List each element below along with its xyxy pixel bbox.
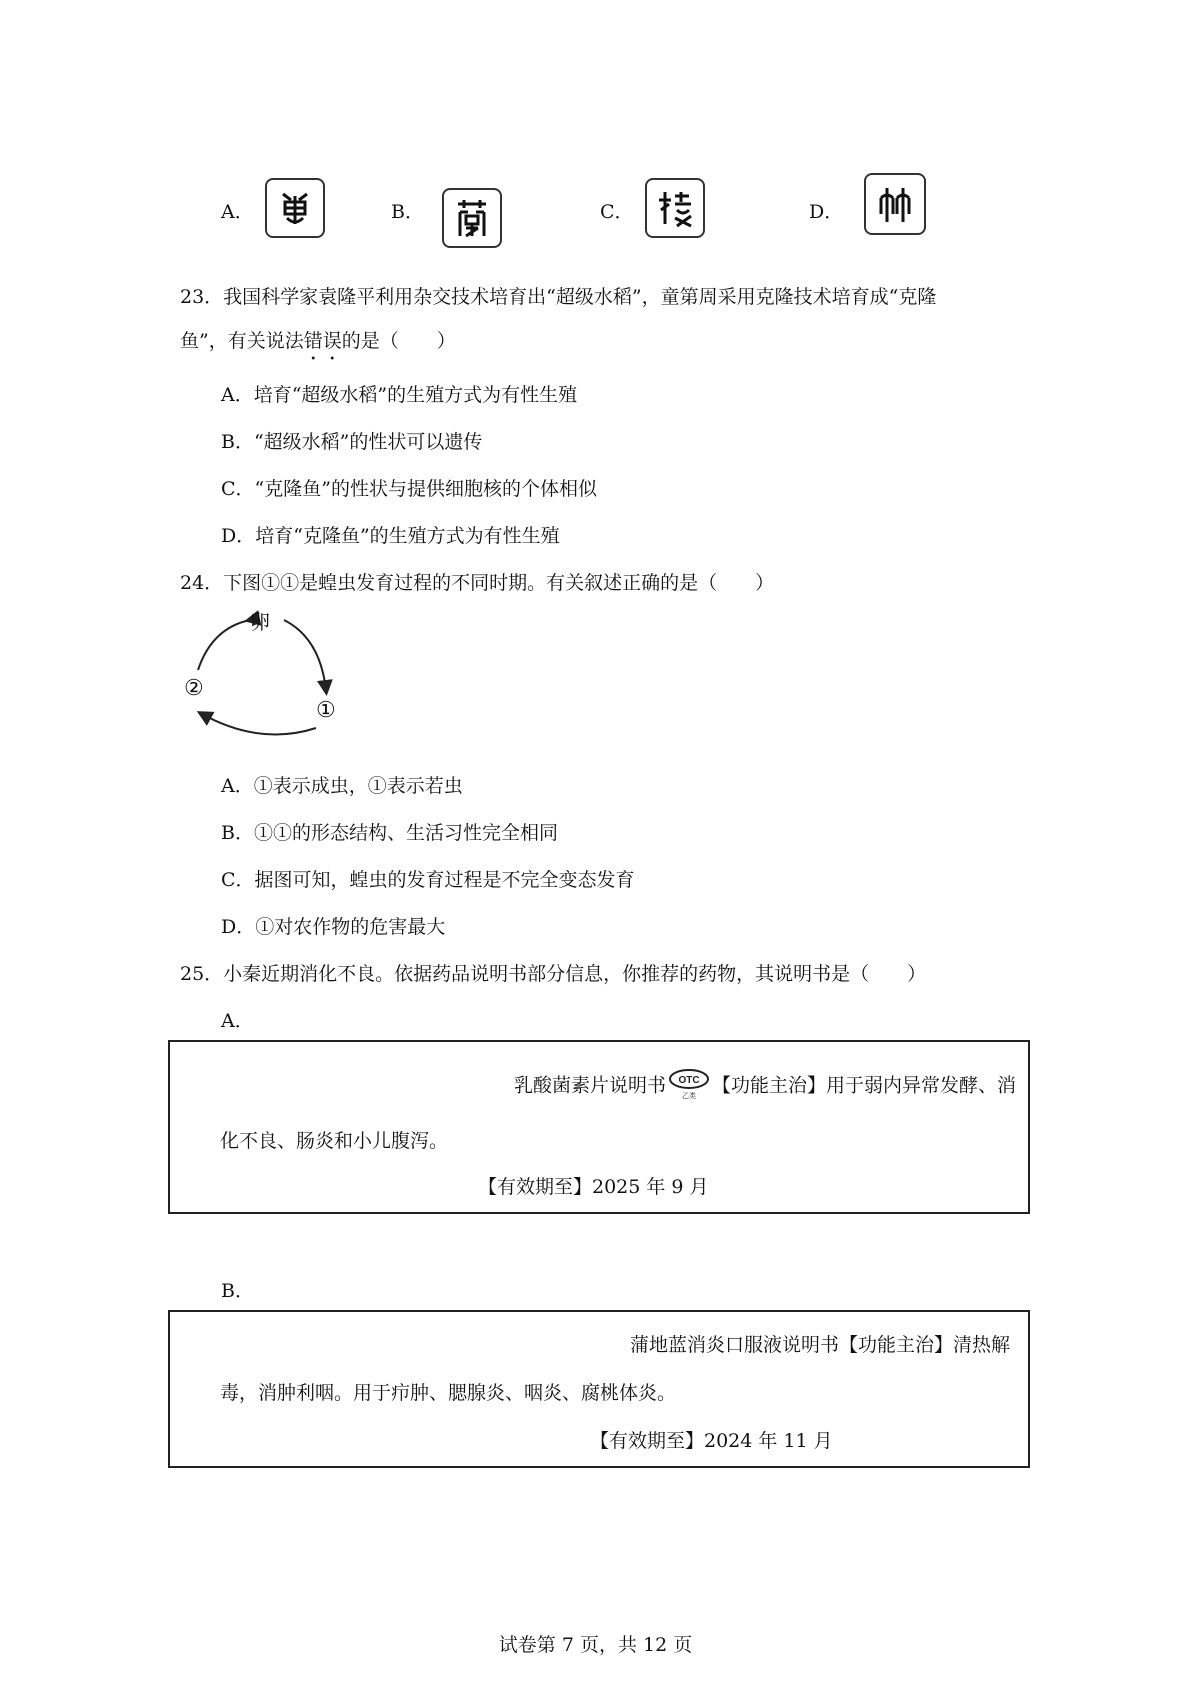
q23-stem-prefix: 鱼”，有关说法 [180,330,304,352]
q24-option-b: B．①①的形态结构、生活习性完全相同 [221,822,558,844]
seal-script-character-icon [442,188,502,248]
arrow-stage1-to-stage2 [202,714,316,734]
q23-emphasis-char: 误 [322,330,342,352]
q25-option-a-label: A． [221,1010,254,1032]
insert-b-line2: 毒，消肿利咽。用于疖肿、腮腺炎、咽炎、腐桃体炎。 [220,1382,677,1404]
q23-stem-line1: 23．我国科学家袁隆平利用杂交技术培育出“超级水稻”，童第周采用克隆技术培育成“克隆 [180,286,937,308]
insert-a-function: 【功能主治】用于弱内异常发酵、消 [711,1074,1016,1097]
q23-emphasis-char: 错 [303,330,323,352]
insert-b-expiry: 【有效期至】2024 年 11 月 [590,1430,833,1452]
arrow-stage2-to-egg [198,620,250,670]
q23-stem-line2 [180,326,456,353]
egg-label: 卵 [250,610,270,634]
otc-text: OTC [678,1075,700,1086]
q22-option-b-label: B． [391,201,424,223]
q23-stem-suffix: 的是（ ） [341,330,456,352]
medicine-insert-a [168,1040,1030,1214]
arrow-egg-to-stage1 [284,620,326,690]
insert-a-line1 [514,1068,1016,1105]
seal-script-character-icon [645,178,705,238]
seal-script-character-icon [864,173,926,235]
q25-stem: 25．小秦近期消化不良。依据药品说明书部分信息，你推荐的药物，其说明书是（ ） [180,963,927,985]
q25-option-b-label: B． [221,1280,254,1302]
insert-a-line2: 化不良、肠炎和小儿腹泻。 [220,1130,449,1152]
q24-option-a: A．①表示成虫，①表示若虫 [221,775,463,797]
insert-a-drug-name: 乳酸菌素片说明书 [513,1074,666,1097]
q22-option-a-label: A． [221,201,254,223]
otc-sub-text: 乙类 [681,1092,696,1100]
insert-a-expiry: 【有效期至】2025 年 9 月 [478,1176,709,1198]
page-footer: 试卷第 7 页，共 12 页 [498,1634,693,1656]
cycle-arrows [180,606,360,746]
otc-badge-icon [668,1068,710,1105]
q23-option-a: A．培育“超级水稻”的生殖方式为有性生殖 [221,384,578,406]
q22-option-d-label: D． [809,201,844,223]
q24-option-d: D．①对农作物的危害最大 [221,916,446,938]
stage-1-label: ① [316,698,336,723]
q23-option-b: B．“超级水稻”的性状可以遗传 [221,431,483,453]
q23-option-c: C．“克隆鱼”的性状与提供细胞核的个体相似 [221,478,597,500]
locust-life-cycle-diagram [180,606,360,746]
q23-option-d: D．培育“克隆鱼”的生殖方式为有性生殖 [221,525,560,547]
q24-option-c: C．据图可知，蝗虫的发育过程是不完全变态发育 [221,869,635,891]
stage-2-label: ② [184,676,204,701]
medicine-insert-b [168,1310,1030,1468]
q24-stem: 24．下图①①是蝗虫发育过程的不同时期。有关叙述正确的是（ ） [180,572,775,594]
insert-b-line1: 蒲地蓝消炎口服液说明书【功能主治】清热解 [629,1334,1010,1356]
seal-script-character-icon [265,178,325,238]
q22-option-c-label: C． [600,201,634,223]
